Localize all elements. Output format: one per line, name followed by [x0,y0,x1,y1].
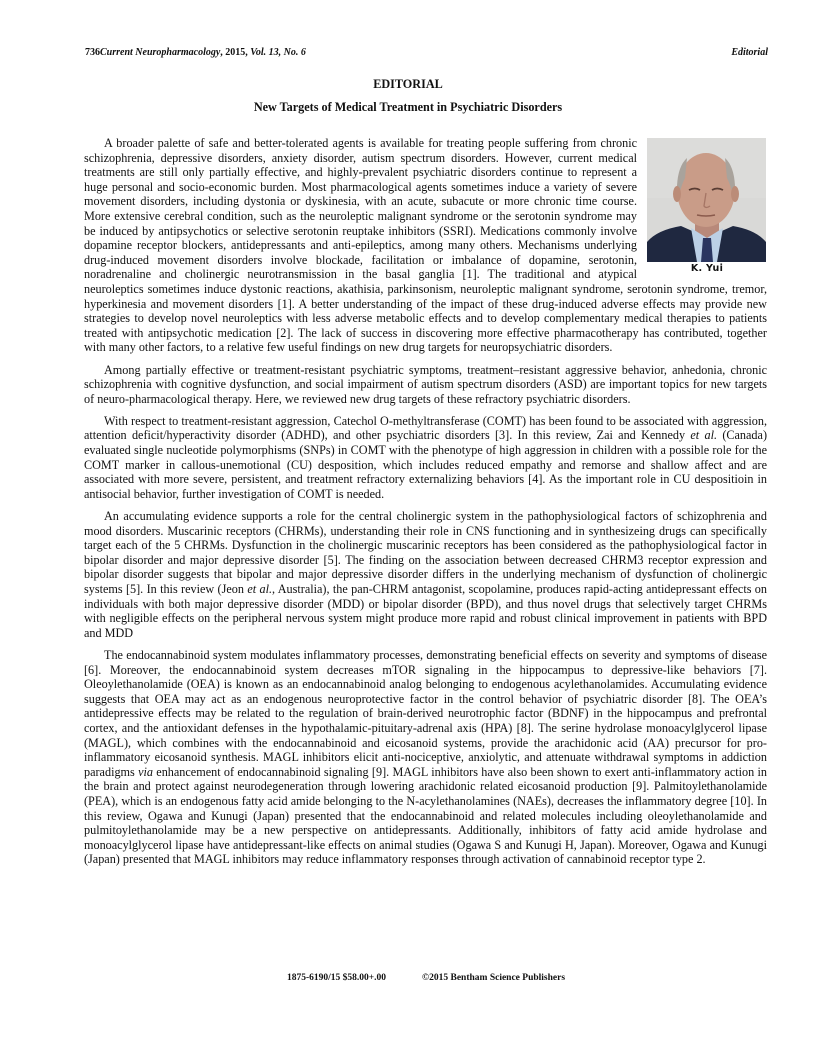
paragraph-text: Among partially effective or treatment-resistant psychiatric symptoms, treatment–resistant aggressive behavior, anhedonia, chronic schizophrenia with cognitive dysfunction, and social impairment of autism spectrum disorders (ASD) are important topics for new targets of neuro-pharmacological therapy. Here, we reviewed new drug targets of these refractory psychiatric disorders. [84,362,767,406]
journal-year: , 2015, [220,47,251,58]
section-heading: EDITORIAL [373,77,443,91]
paragraph-text: The endocannabinoid system modulates inflammatory processes, demonstrating beneficial effects on severity and symptoms of disease [6]. Moreover, the endocannabinoid system decreases mTOR signaling in the hippocampus to depressive-like behaviors [7]. Oleoylethanolamide (OEA) is known as an endocannabinoid analog belonging to endogenous acylethanolamides. Accumulating evidence suggests that OEA may act as an endogenous neuroprotective factor in the control behavior of psychiatric disorder [8]. The OEA’s antidepressive effects may be related to the regulation of brain-derived neurotrophic factor (BDNF) in the hippocampus and prefrontal cortex, and the antioxidant defenses in the hypothalamic-pituitary-adrenal axis (HPA) [8]. The serine hydrolase monoacylglycerol lipase (MAGL), which combines with the endocannabinoid and eicosanoid systems, provide the arachidonic acid (AA) precursor for pro-inflammatory eicosanoid synthesis. MAGL inhibitors elicit anti-nociceptive, anxiolytic, and attenuate withdrawal symptoms in addiction paradigms [84,647,767,779]
author-photo [647,138,766,262]
paragraph-text: enhancement of endocannabinoid signaling [9]. MAGL inhibitors have also been shown to exert anti-inflammatory action in the brain and protect against neurodegeneration through lowering arachidonic related eicosanoid production [9]. Palmitoylethanolamide (PEA), which is an endogenous fatty acid amide belonging to the N-acylethanolamines (NAEs), decreases the inflammatory degree [10]. In this review, Ogawa and Kunugi (Japan) presented that the endocannabinoid and related molecules including oleoylethanolamide and pulmitoylethanolamide may be a new perspective on antidepressants. Additionally, inhibitors of fatty acid amide hydrolase and monoacylglycerol lipase have antidepressant-like effects on animal studies (Ogawa S and Kunugi H, Japan). Moreover, Ogawa and Kunugi (Japan) presented that MAGL inhibitors may reduce inflammatory responses through activation of cannabinoid receptor type 2. [84,764,767,867]
running-header-left [85,47,306,58]
article-title: New Targets of Medical Treatment in Psychiatric Disorders [253,100,563,114]
copyright-notice: ©2015 Bentham Science Publishers [422,973,566,983]
paragraph-text-italic: et al. [247,582,273,596]
paragraph-text: A broader palette of safe and better-tolerated agents is available for treating people suffering from chronic schizophrenia, depressive disorders, anxiety disorder, autism spectrum disorders. However, current medical treatments are still only partially effective, and highly-prevalent psychiatric disorders continue to represent a huge personal and socio-economic burden. Most pharmacological agents sometimes induce a variety of severe movement disorders, including dystonia or dyskinesia, with an acute, subacute or more chronic time course. More extensive cerebral condition, such as the neuroleptic malignant syndrome or the serotonin syndrome may be induced by antipsychotics or selective serotonin reuptake inhibitors (SSRI). Medications commonly involve dopamine receptor blockers, antidepressants and anti-epileptics, among many others. Mechanisms underlying drug-induced movement disorders involve blockade, facilitation or imbalance of dopamine, serotonin, noradrenaline and cholinergic neurotransmission in the basal ganglia [1]. The traditional and atypical neuroleptics sometimes induce dystonic reactions, akathisia, parkinsonism, neuroleptic malignant syndrome, serotonin syndrome, tremor, hyperkinesia and movement disorders [1]. A better understanding of the impact of these drug-induced adverse effects may provide new strategies to develop novel neuroleptics with less adverse metabolic effects and to develop complementary medical therapies to patients treated with antipsychotic medication [2]. The lack of success in discovering more effective pharmacotherapy has contributed, together with many other factors, to a relative few useful findings on new drug targets for neuropsychiatric disorders. [84,136,767,355]
paragraph-text: , Australia), the pan-CHRM antagonist, scopolamine, produces rapid-acting antidepressant effects on individuals with both major depressive disorder (MDD) or bipolar disorder (BPD), and thus novel drugs that selectively target CHRMs with negligible effects on the peripheral nervous system might produce more rapid and robust clinical improvement in patients with BPD and MDD [84,582,767,640]
journal-name: Current Neuropharmacology [100,47,221,58]
section-label: Editorial [731,47,768,58]
author-portrait-image [647,138,766,262]
journal-volume: Vol. 13, No. 6 [250,47,306,58]
paragraph-text: (Canada) evaluated single nucleotide polymorphisms (SNPs) in COMT with the phenotype of high aggression in children with a possible role for the COMT marker in callous-unemotional (CU) desposition, which includes reduced empathy and remorse and shallow affect and are associated with more severe, persistent, and treatment refractory externalizing behaviors [4]. As the important role in CU despositioin in antisocial behavior, further investigation of COMT is needed. [84,428,767,501]
author-figure [647,138,767,276]
paragraph-text: With respect to treatment-resistant aggression, Catechol O-methyltransferase (COMT) has been found to be associated with aggression, attention deficit/hyperactivity disorder (ADHD), and other psychiatric disorders [3]. In this review, Zai and Kennedy [84,413,767,443]
paragraph-cholinergic-system [84,509,767,640]
paragraph-text: An accumulating evidence supports a role for the central cholinergic system in the pathophysiological factors of schizophrenia and mood disorders. Muscarinic receptors (CHRMs), understanding their role in CNS functioning and in synthesizeing drugs can specifically target each of the 5 CHRMs. Dysfunction in the cholinergic muscarinic receptors has been considered as the pathophysiological factor in bipolar disorder and major depressive disorder [5]. The finding on the association between decreased CHRM3 receptor expression and bipolar disorder suggests that bipolar and major depressive disorder differs in the underlying mechanism of dysfunction of cholinergic systems [5]. In this review (Jeon [84,509,767,596]
page-number: 736 [85,47,100,58]
paragraph-targets-overview [84,363,767,407]
article-body [84,136,767,874]
paragraph-text-italic: via [138,764,153,779]
page-footer [0,973,816,983]
running-header [85,47,768,61]
paragraph-text-italic: et al. [690,428,718,443]
paragraph-endocannabinoid-system [84,648,767,867]
author-photo-caption: K. Yui [690,263,724,274]
paragraph-comt-aggression [84,414,767,502]
issn-price: 1875-6190/15 $58.00+.00 [286,973,387,983]
